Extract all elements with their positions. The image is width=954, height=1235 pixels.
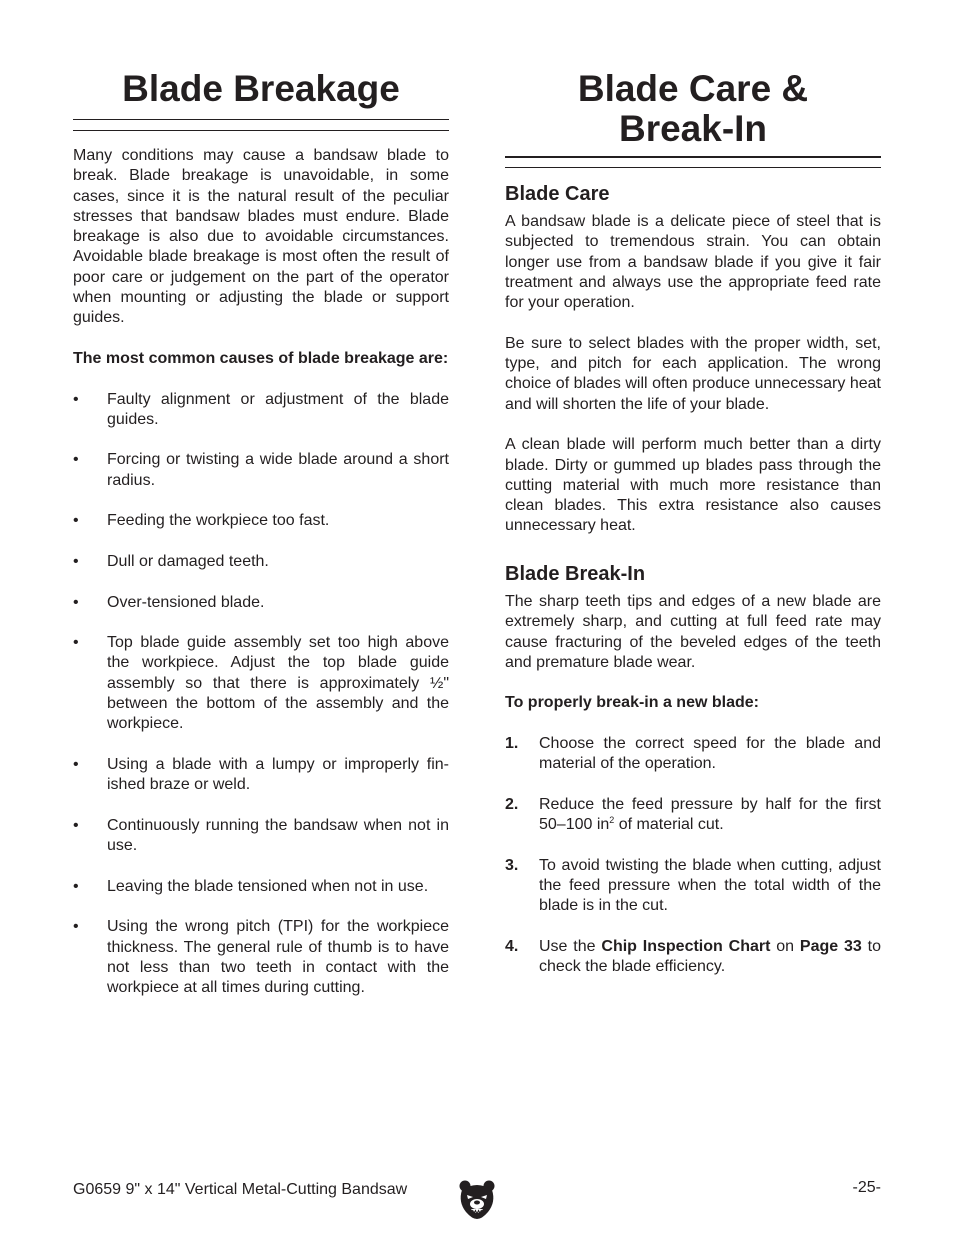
steps-heading: To properly break-in a new blade: xyxy=(505,694,759,712)
title-line-2: Break-In xyxy=(618,108,768,149)
bullet-icon: • xyxy=(73,593,79,611)
bullet-icon: • xyxy=(73,451,79,469)
blade-care-heading: Blade Care xyxy=(505,183,610,205)
care-paragraph: A clean blade will perform much better than a dirty blade. Dirty or gummed up blades pass through the cutting material with much more resistance than clean blades. This extra resistance also causes unnecessary heat. xyxy=(505,436,881,535)
title-line-1: Blade Care & xyxy=(577,68,809,109)
causes-heading: The most common causes of blade breakage are: xyxy=(73,349,449,367)
bullet-icon: • xyxy=(73,816,79,834)
break-in-paragraph: The sharp teeth tips and edges of a new blade are extremely sharp, and cutting at full feed rate may cause fracturing of the beveled edges of the teeth and premature blade wear. xyxy=(505,593,881,671)
break-in-steps xyxy=(505,734,881,978)
section-title-blade-breakage: Blade Breakage xyxy=(122,68,400,109)
bullet-icon: • xyxy=(73,755,79,773)
bullet-icon: • xyxy=(73,512,79,530)
list-item: 3. To avoid twisting the blade when cutting, adjust the feed pressure when the total width of the blade is in the cut. xyxy=(505,856,881,915)
step-number: 1. xyxy=(505,735,519,753)
list-item: • Leaving the blade tensioned when not in use. xyxy=(73,877,449,897)
list-item: • Feeding the workpiece too fast. xyxy=(73,511,449,531)
bear-head-logo-icon xyxy=(458,1178,496,1220)
list-item: • Using the wrong pitch (TPI) for the workpiece thickness. The general rule of thumb is to have not less than two teeth in contact with the workpiece at all times during cutting. xyxy=(73,918,449,997)
care-paragraph: Be sure to select blades with the proper width, set, type, and pitch for each application. The wrong choice of blades will often produce unnecessary heat and will shorten the life of your blade. xyxy=(505,334,881,413)
blade-care-body xyxy=(505,212,881,537)
list-item: • Faulty alignment or adjustment of the blade guides. xyxy=(73,390,449,428)
section-title-blade-care xyxy=(505,69,881,149)
list-item: • Using a blade with a lumpy or improperly fin-ished braze or weld. xyxy=(73,755,449,794)
blade-break-in-heading: Blade Break-In xyxy=(505,563,646,585)
title-rule-bottom xyxy=(505,167,881,168)
bullet-icon: • xyxy=(73,552,79,570)
list-item: • Continuously running the bandsaw when not in use. xyxy=(73,816,449,855)
title-rule-top xyxy=(73,119,449,120)
list-item: 2. Reduce the feed pressure by half for the first 50–100 $in^2$ of material cut. xyxy=(505,795,881,834)
list-item: 4. Use the Chip Inspection Chart on Page 33 to check the blade efficiency. xyxy=(505,938,882,976)
care-paragraph: A bandsaw blade is a delicate piece of steel that is subjected to tremendous strain. You can obtain longer use from a bandsaw blade if you give it fair treatment and always use the appropriate feed rate for your operation. xyxy=(505,213,881,312)
title-rule-bottom xyxy=(73,130,449,131)
bullet-icon: • xyxy=(73,390,79,408)
blade-break-in-body xyxy=(505,592,881,998)
list-item: • Over-tensioned blade. xyxy=(73,593,449,613)
list-item: • Forcing or twisting a wide blade around a short radius. xyxy=(73,451,449,489)
step-number: 3. xyxy=(505,856,519,874)
list-item: • Dull or damaged teeth. xyxy=(73,552,449,572)
bullet-icon: • xyxy=(73,877,79,895)
footer-model-name: G0659 9" x 14" Vertical Metal-Cutting Bandsaw xyxy=(73,1181,408,1198)
page-number: -25- xyxy=(852,1179,881,1196)
left-body xyxy=(73,146,449,1019)
title-rule-top xyxy=(505,156,881,158)
list-item: 1. Choose the correct speed for the blade and material of the operation. xyxy=(505,735,881,773)
page-reference: Page 33 xyxy=(799,938,862,956)
step-number: 4. xyxy=(505,938,519,956)
bullet-icon: • xyxy=(73,634,79,652)
step-number: 2. xyxy=(505,795,519,813)
causes-list xyxy=(73,390,449,999)
intro-paragraph: Many conditions may cause a bandsaw blade to break. Blade breakage is unavoidable, in some cases, since it is the natural result of the peculiar stresses that bandsaw blades must endure. Blade breakage is also due to avoidable circumstances. Avoidable blade breakage is most often the result of poor care or judgement on the part of the operator when mounting or adjusting the blade or support guides. xyxy=(73,147,449,327)
bullet-icon: • xyxy=(73,918,79,936)
chip-chart-reference: Chip Inspection Chart xyxy=(601,938,771,956)
list-item: • Top blade guide assembly set too high above the workpiece. Adjust the top blade guide assembly so that there is approximately ½" between the bottom of the assembly and the workpiece. xyxy=(73,634,449,733)
